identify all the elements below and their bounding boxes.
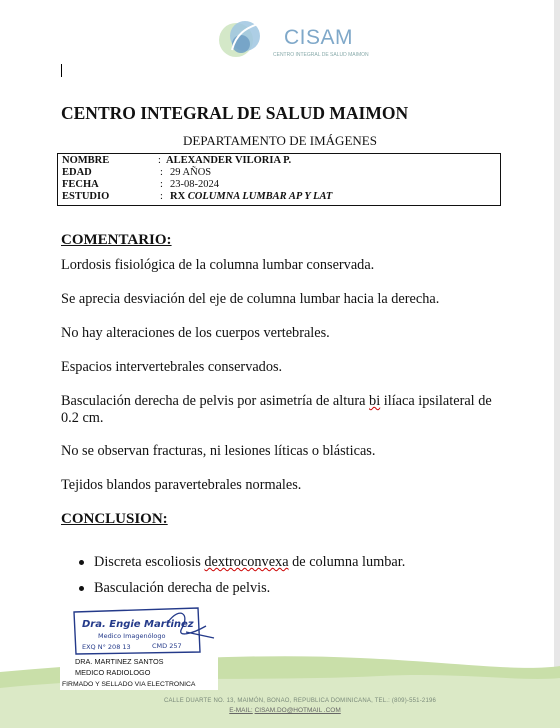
signature-name: DRA. MARTINEZ SANTOS: [75, 657, 164, 666]
study-name: COLUMNA LUMBAR AP Y LAT: [187, 191, 333, 202]
logo-text: CISAM: [284, 26, 354, 49]
email-link[interactable]: CISAM.DO@HOTMAIL .COM: [254, 707, 341, 714]
comment-paragraph-5: [61, 393, 497, 427]
study-colon: :: [160, 191, 163, 202]
p5-part-c: ilíaca ipsilateral de 0.2 cm.: [61, 393, 492, 426]
bullet-dot-icon: [79, 560, 84, 565]
date-colon: :: [160, 179, 163, 190]
comment-paragraph-4: Espacios intervertebrales conservados.: [61, 359, 283, 375]
study-value: [170, 191, 332, 203]
clinic-logo: [214, 14, 369, 62]
date-label: FECHA: [62, 179, 99, 190]
department-label: DEPARTAMENTO DE IMÁGENES: [183, 133, 377, 148]
b1-part-c: de columna lumbar.: [288, 554, 406, 570]
comment-paragraph-7: Tejidos blandos paravertebrales normales.: [61, 477, 302, 493]
bullet-dot-icon: [79, 586, 84, 591]
study-prefix: RX: [170, 191, 186, 202]
stamp-role: Medico Imagenólogo: [98, 632, 166, 640]
comment-paragraph-6: No se observan fracturas, ni lesiones líticas o blásticas.: [61, 443, 376, 459]
stamp-exq: EXQ N° 208 13: [82, 643, 131, 651]
age-value: 29 AÑOS: [170, 167, 212, 178]
text-cursor: [61, 64, 62, 77]
p5-part-a: Basculación derecha de pelvis por asimetría de altura: [61, 393, 370, 409]
stamp-cmd: CMD 257: [152, 642, 182, 650]
p5-misspelled-word: bi: [369, 393, 381, 409]
comment-paragraph-2: Se aprecia desviación del eje de columna lumbar hacia la derecha.: [61, 291, 440, 307]
name-label: NOMBRE: [62, 155, 110, 166]
stamp-name: Dra. Engie Martinez: [82, 619, 194, 630]
name-colon: :: [158, 155, 161, 166]
email-label: E-MAIL:: [229, 707, 253, 714]
name-value: ALEXANDER VILORIA P.: [166, 155, 292, 166]
age-colon: :: [160, 167, 163, 178]
date-value: 23-08-2024: [170, 179, 219, 190]
logo-subtitle: CENTRO INTEGRAL DE SALUD MAIMON: [273, 52, 369, 58]
bullet-text: [94, 554, 405, 571]
age-label: EDAD: [62, 167, 92, 178]
signature-role: MEDICO RADIOLOGO: [75, 668, 151, 677]
department-title: [0, 133, 560, 149]
comment-paragraph-1: Lordosis fisiológica de la columna lumbar conservada.: [61, 257, 375, 273]
comment-heading: COMENTARIO:: [61, 232, 172, 248]
clinic-title: CENTRO INTEGRAL DE SALUD MAIMON: [61, 103, 409, 123]
signature-note: FIRMADO Y SELLADO VIA ELECTRONICA: [62, 681, 196, 688]
footer-email: [0, 707, 560, 714]
footer-address: CALLE DUARTE NO. 13, MAIMÓN, BONAO, REPUBLICA DOMINICANA, TEL.: (809)-551-2196: [163, 698, 437, 704]
doctor-stamp: [68, 604, 218, 662]
study-label: ESTUDIO: [62, 191, 110, 202]
b1-misspelled-word: dextroconvexa: [204, 554, 289, 570]
patient-info-box: [57, 153, 501, 206]
page-edge: [554, 0, 560, 728]
signature-block: [60, 656, 218, 690]
b1-part-a: Discreta escoliosis: [94, 554, 205, 570]
conclusion-heading: CONCLUSION:: [61, 511, 168, 527]
bullet-text: Basculación derecha de pelvis.: [94, 580, 271, 596]
comment-paragraph-3: No hay alteraciones de los cuerpos vertebrales.: [61, 325, 330, 341]
